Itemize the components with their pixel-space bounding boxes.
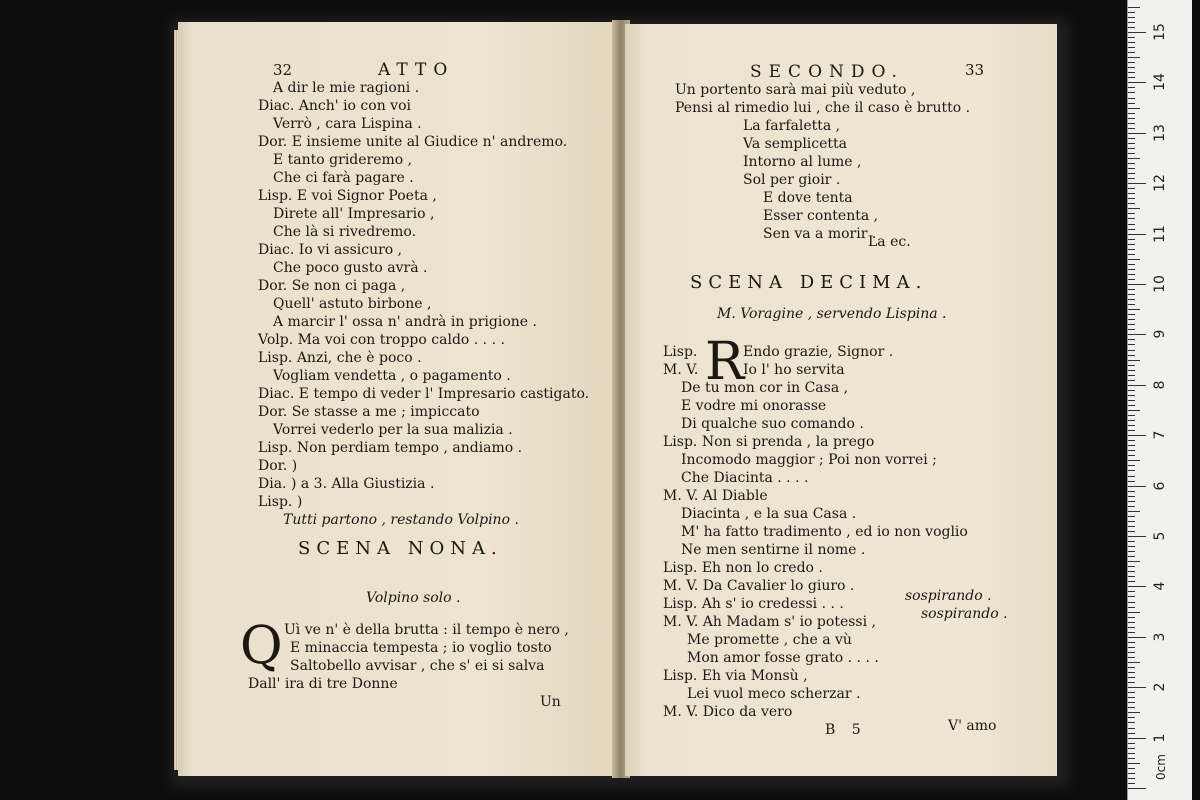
ruler-tick (1128, 284, 1146, 285)
ruler-tick (1128, 314, 1135, 315)
ruler-tick (1128, 380, 1135, 381)
ruler-tick (1128, 254, 1135, 255)
text-line: Esser contenta , (763, 208, 879, 224)
ruler-tick (1128, 370, 1135, 371)
ruler-tick (1128, 27, 1135, 28)
ruler-tick (1128, 455, 1135, 456)
text-line: Uì ve n' è della brutta : il tempo è nero , (284, 622, 569, 638)
ruler-tick (1128, 188, 1135, 189)
ruler-tick (1128, 234, 1146, 235)
text-line: E minaccia tempesta ; io voglio tosto (290, 640, 552, 656)
ruler-tick (1128, 7, 1140, 8)
ruler-tick (1128, 571, 1135, 572)
ruler-tick (1128, 77, 1135, 78)
ruler-tick (1128, 612, 1140, 613)
text-line: Un portento sarà mai più veduto , (675, 82, 916, 98)
text-line: Di qualche suo comando . (681, 416, 864, 432)
ruler-tick (1128, 128, 1135, 129)
ruler-tick (1128, 360, 1140, 361)
text-line: Direte all' Impresario , (273, 206, 435, 222)
text-line: Endo grazie, Signor . (743, 344, 894, 360)
ruler-tick (1128, 108, 1140, 109)
ruler-tick (1128, 395, 1135, 396)
ruler-tick (1128, 173, 1135, 174)
right-page (625, 24, 1057, 776)
text-line: Pensi al rimedio lui , che il caso è brutto . (675, 100, 971, 116)
ruler-tick (1128, 400, 1135, 401)
ruler-tick (1128, 133, 1146, 134)
left-page (178, 22, 618, 776)
ruler-tick (1128, 758, 1135, 759)
text-line: Lisp. Non si prenda , la prego (663, 434, 875, 450)
ruler-number: 4 (1152, 581, 1168, 591)
text-line: Lisp. E voi Signor Poeta , (258, 188, 437, 204)
ruler-tick (1128, 541, 1135, 542)
ruler-tick (1128, 350, 1135, 351)
text-line: Intorno al lume , (743, 154, 862, 170)
text-line: A dir le mie ragioni . (273, 80, 420, 96)
ruler-number: 6 (1152, 481, 1168, 491)
text-line: Sol per gioir . (743, 172, 841, 188)
ruler-tick (1128, 319, 1135, 320)
ruler-tick (1128, 682, 1135, 683)
ruler-tick (1128, 218, 1135, 219)
text-line: Lei vuol meco scherzar . (687, 686, 861, 702)
scene-title: SCENA NONA. (298, 538, 503, 559)
text-line: Che là si rivedremo. (273, 224, 417, 240)
ruler-tick (1128, 17, 1135, 18)
ruler-tick (1128, 390, 1135, 391)
ruler-tick (1128, 712, 1140, 713)
ruler-tick (1128, 722, 1135, 723)
ruler-tick (1128, 229, 1135, 230)
stage-direction: sospirando . (905, 588, 992, 604)
text-line: Lisp. Anzi, che è poco . (258, 350, 422, 366)
running-head: ATTO (378, 60, 455, 80)
ruler-tick (1128, 516, 1135, 517)
ruler-tick (1128, 405, 1135, 406)
ruler-tick (1128, 551, 1135, 552)
ruler-tick (1128, 586, 1146, 587)
text-line: Che poco gusto avrà . (273, 260, 428, 276)
text-line: Mon amor fosse grato . . . . (687, 650, 879, 666)
ruler-tick (1128, 687, 1146, 688)
text-line: Volp. Ma voi con troppo caldo . . . . (258, 332, 505, 348)
ruler-tick (1128, 92, 1135, 93)
text-line: E tanto grideremo , (273, 152, 413, 168)
ruler-tick (1128, 430, 1135, 431)
ruler-tick (1128, 103, 1135, 104)
ruler-tick (1128, 768, 1135, 769)
ruler-tick (1128, 692, 1135, 693)
ruler-tick (1128, 491, 1135, 492)
ruler-tick (1128, 591, 1135, 592)
drop-cap: Q (240, 616, 283, 676)
scene-title: SCENA DECIMA. (690, 272, 928, 293)
text-line: Dor. E insieme unite al Giudice n' andremo. (258, 134, 568, 150)
ruler-tick (1128, 526, 1135, 527)
ruler-tick (1128, 309, 1140, 310)
ruler-tick (1128, 163, 1135, 164)
ruler-tick (1128, 113, 1135, 114)
ruler-tick (1128, 420, 1135, 421)
ruler-number: 10 (1152, 275, 1168, 293)
ruler-tick (1128, 355, 1135, 356)
ruler-tick (1128, 642, 1135, 643)
ruler-tick (1128, 632, 1135, 633)
ruler-tick (1128, 783, 1135, 784)
ruler-tick (1128, 198, 1135, 199)
ruler-tick (1128, 486, 1146, 487)
ruler-tick (1128, 168, 1135, 169)
ruler-tick (1128, 602, 1135, 603)
ruler-tick (1128, 506, 1135, 507)
text-line: M. V. Da Cavalier lo giuro . (663, 578, 855, 594)
ruler-number: 15 (1152, 23, 1168, 41)
text-line: Dia. ) a 3. Alla Giustizia . (258, 476, 435, 492)
ruler-number: 0cm (1153, 754, 1168, 780)
ruler-number: 5 (1152, 531, 1168, 541)
ruler-tick (1128, 617, 1135, 618)
ruler-tick (1128, 203, 1135, 204)
ruler-tick (1128, 72, 1135, 73)
ruler-tick (1128, 753, 1135, 754)
stage-direction: sospirando . (921, 606, 1008, 622)
ruler-number: 11 (1152, 224, 1168, 243)
ruler-tick (1128, 158, 1140, 159)
ruler-tick (1128, 662, 1140, 663)
text-line: Che Diacinta . . . . (681, 470, 809, 486)
measuring-ruler (1127, 0, 1192, 800)
ruler-tick (1128, 375, 1135, 376)
stage-direction: Tutti partono , restando Volpino . (283, 512, 519, 528)
ruler-tick (1128, 511, 1140, 512)
ruler-tick (1128, 697, 1135, 698)
ruler-tick (1128, 576, 1135, 577)
ruler-tick (1128, 123, 1135, 124)
ruler-tick (1128, 279, 1135, 280)
ruler-tick (1128, 385, 1146, 386)
text-line: Lisp. Ah s' io credessi . . . (663, 596, 844, 612)
text-line: Che ci farà pagare . (273, 170, 414, 186)
text-line: Diacinta , e la sua Casa . (681, 506, 857, 522)
ruler-tick (1128, 561, 1140, 562)
ruler-tick (1128, 208, 1140, 209)
ruler-tick (1128, 299, 1135, 300)
speaker: M. V. (663, 362, 699, 378)
text-line: Lisp. Non perdiam tempo , andiamo . (258, 440, 523, 456)
ruler-tick (1128, 37, 1135, 38)
text-line: M. V. Al Diable (663, 488, 768, 504)
ruler-tick (1128, 637, 1146, 638)
ruler-tick (1128, 707, 1135, 708)
ruler-tick (1128, 627, 1135, 628)
ruler-tick (1128, 153, 1135, 154)
ruler-tick (1128, 52, 1135, 53)
text-line: Me promette , che a vù (687, 632, 852, 648)
ruler-tick (1128, 259, 1140, 260)
text-line: Saltobello avvisar , che s' ei si salva (290, 658, 545, 674)
ruler-number: 14 (1152, 73, 1168, 92)
ruler-tick (1128, 728, 1135, 729)
ruler-tick (1128, 62, 1135, 63)
text-line: Quell' astuto birbone , (273, 296, 432, 312)
ruler-tick (1128, 289, 1135, 290)
ruler-tick (1128, 460, 1140, 461)
ruler-tick (1128, 57, 1140, 58)
ruler-tick (1128, 496, 1135, 497)
ruler-tick (1128, 32, 1146, 33)
ruler-tick (1128, 622, 1135, 623)
ruler-tick (1128, 334, 1146, 335)
text-line: Dor. Se non ci paga , (258, 278, 406, 294)
ruler-tick (1128, 773, 1135, 774)
ruler-tick (1128, 546, 1135, 547)
ruler-tick (1128, 667, 1135, 668)
ruler-tick (1128, 743, 1135, 744)
ruler-tick (1128, 178, 1135, 179)
ruler-tick (1128, 501, 1135, 502)
ruler-tick (1128, 672, 1135, 673)
ruler-number: 2 (1152, 682, 1168, 692)
ruler-tick (1128, 717, 1135, 718)
ruler-tick (1128, 733, 1135, 734)
speaker: Lisp. (663, 344, 698, 360)
ruler-tick (1128, 652, 1135, 653)
ruler-number: 9 (1152, 329, 1168, 339)
ruler-tick (1128, 748, 1135, 749)
ruler-tick (1128, 193, 1135, 194)
ruler-number: 12 (1152, 174, 1168, 193)
ruler-tick (1128, 329, 1135, 330)
ruler-number: 7 (1152, 430, 1168, 440)
text-line: Diac. E tempo di veder l' Impresario castigato. (258, 386, 590, 402)
ruler-tick (1128, 67, 1135, 68)
text-line: Diac. Io vi assicuro , (258, 242, 403, 258)
ruler-tick (1128, 702, 1135, 703)
text-line: Dor. Se stasse a me ; impiccato (258, 404, 480, 420)
text-line: Sen va a morir . (763, 226, 877, 242)
ruler-tick (1128, 536, 1146, 537)
ruler-tick (1128, 12, 1135, 13)
text-line: La farfaletta , (743, 118, 841, 134)
catchword: Un (540, 694, 561, 710)
ruler-tick (1128, 269, 1135, 270)
page-number: 33 (965, 61, 985, 79)
ruler-tick (1128, 440, 1135, 441)
text-line: De tu mon cor in Casa , (681, 380, 849, 396)
ruler-tick (1128, 556, 1135, 557)
page-number: 32 (273, 61, 293, 79)
ruler-tick (1128, 476, 1135, 477)
signature-mark: B 5 (825, 722, 867, 738)
ruler-number: 13 (1152, 123, 1168, 142)
text-line: M' ha fatto tradimento , ed io non voglio (681, 524, 968, 540)
catchword: V' amo (948, 718, 997, 734)
ruler-tick (1128, 607, 1135, 608)
text-line: M. V. Ah Madam s' io potessi , (663, 614, 876, 630)
ruler-number: 8 (1152, 380, 1168, 390)
ruler-tick (1128, 213, 1135, 214)
ruler-tick (1128, 425, 1135, 426)
ruler-number: 1 (1152, 733, 1168, 743)
text-line: Dor. ) (258, 458, 298, 474)
text-line: Diac. Anch' io con voi (258, 98, 411, 114)
text-line: Lisp. ) (258, 494, 303, 510)
text-line: La ec. (868, 234, 911, 250)
text-line: Vogliam vendetta , o pagamento . (273, 368, 511, 384)
text-line: Lisp. Eh via Monsù , (663, 668, 808, 684)
ruler-tick (1128, 521, 1135, 522)
ruler-tick (1128, 465, 1135, 466)
ruler-tick (1128, 445, 1135, 446)
text-line: A marcir l' ossa n' andrà in prigione . (273, 314, 537, 330)
text-line: E dove tenta (763, 190, 853, 206)
text-line: Verrò , cara Lispina . (273, 116, 422, 132)
ruler-tick (1128, 778, 1135, 779)
ruler-tick (1128, 148, 1135, 149)
ruler-tick (1128, 566, 1135, 567)
ruler-tick (1128, 410, 1140, 411)
ruler-tick (1128, 435, 1146, 436)
ruler-tick (1128, 788, 1146, 789)
scene-subtitle: Volpino solo . (366, 590, 461, 606)
ruler-tick (1128, 738, 1146, 739)
ruler-tick (1128, 22, 1135, 23)
ruler-tick (1128, 42, 1135, 43)
ruler-tick (1128, 596, 1135, 597)
ruler-tick (1128, 415, 1135, 416)
ruler-tick (1128, 138, 1135, 139)
ruler-tick (1128, 87, 1135, 88)
ruler-tick (1128, 470, 1135, 471)
ruler-tick (1128, 531, 1135, 532)
drop-cap: R (705, 332, 745, 392)
ruler-tick (1128, 763, 1140, 764)
text-line: E vodre mi onorasse (681, 398, 827, 414)
ruler-tick (1128, 274, 1135, 275)
ruler-tick (1128, 339, 1135, 340)
ruler-tick (1128, 244, 1135, 245)
text-line: M. V. Dico da vero (663, 704, 793, 720)
ruler-tick (1128, 304, 1135, 305)
ruler-tick (1128, 365, 1135, 366)
ruler-tick (1128, 324, 1135, 325)
ruler-number: 3 (1152, 632, 1168, 642)
ruler-tick (1128, 118, 1135, 119)
text-line: Io l' ho servita (743, 362, 845, 378)
ruler-tick (1128, 224, 1135, 225)
text-line: Va semplicetta (743, 136, 848, 152)
text-line: Incomodo maggior ; Poi non vorrei ; (681, 452, 937, 468)
ruler-tick (1128, 647, 1135, 648)
ruler-tick (1128, 239, 1135, 240)
text-line: Ne men sentirne il nome . (681, 542, 866, 558)
ruler-tick (1128, 47, 1135, 48)
text-line: Vorrei vederlo per la sua malizia . (273, 422, 513, 438)
ruler-tick (1128, 264, 1135, 265)
text-line: Dall' ira di tre Donne (248, 676, 398, 692)
ruler-tick (1128, 294, 1135, 295)
ruler-tick (1128, 581, 1135, 582)
ruler-tick (1128, 183, 1146, 184)
text-line: Lisp. Eh non lo credo . (663, 560, 823, 576)
ruler-tick (1128, 98, 1135, 99)
ruler-tick (1128, 450, 1135, 451)
ruler-tick (1128, 657, 1135, 658)
ruler-tick (1128, 143, 1135, 144)
ruler-tick (1128, 481, 1135, 482)
ruler-tick (1128, 249, 1135, 250)
scene-subtitle: M. Voragine , servendo Lispina . (717, 306, 947, 322)
ruler-tick (1128, 344, 1135, 345)
ruler-tick (1128, 677, 1135, 678)
ruler-tick (1128, 82, 1146, 83)
running-head: SECONDO. (750, 62, 904, 82)
